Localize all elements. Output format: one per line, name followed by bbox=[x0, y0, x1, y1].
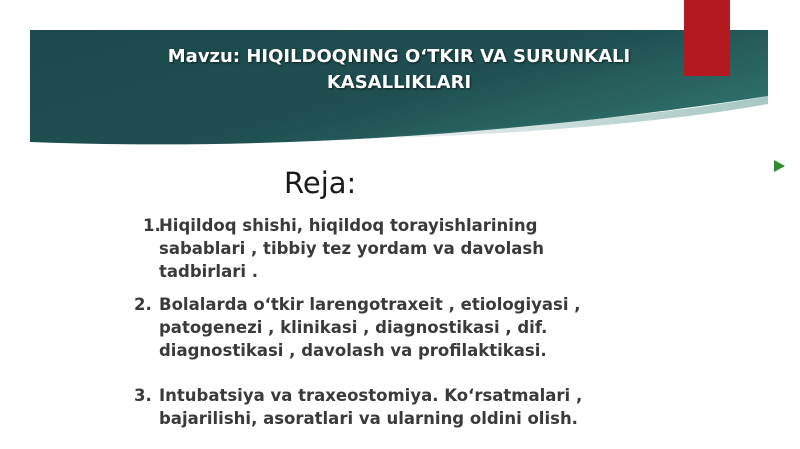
plan-list bbox=[134, 214, 654, 430]
accent-red-tab bbox=[684, 0, 730, 76]
plan-item-number: 1. bbox=[143, 216, 161, 235]
plan-item bbox=[134, 293, 654, 362]
plan-item-line: Hiqildoq shishi, hiqildoq torayishlarining bbox=[159, 216, 538, 235]
page-title bbox=[30, 44, 768, 96]
plan-item-line: sabablari , tibbiy tez yordam va davolash bbox=[159, 239, 544, 258]
plan-item-line: diagnostikasi , davolash va profilaktikasi. bbox=[159, 341, 547, 360]
plan-item bbox=[134, 384, 654, 430]
plan-item-line: Bolalarda o‘tkir larengotraxeit , etiologiyasi , bbox=[159, 295, 581, 314]
plan-heading: Reja: bbox=[284, 166, 357, 200]
plan-item-line: bajarilishi, asoratlari va ularning oldini olish. bbox=[159, 409, 578, 428]
plan-item-number: 2. bbox=[134, 295, 152, 314]
plan-item-line: Intubatsiya va traxeostomiya. Ko‘rsatmalari , bbox=[159, 386, 583, 405]
plan-item-line: patogenezi , klinikasi , diagnostikasi , dif. bbox=[159, 318, 548, 337]
plan-item-line: tadbirlari . bbox=[159, 262, 259, 281]
plan-item-number: 3. bbox=[134, 386, 152, 405]
plan-item bbox=[134, 214, 654, 283]
title-banner bbox=[30, 30, 768, 148]
title-line-1: Mavzu: HIQILDOQNING O‘TKIR VA SURUNKALI bbox=[167, 46, 631, 67]
title-line-2: KASALLIKLARI bbox=[326, 72, 472, 93]
triangle-bullet-icon bbox=[774, 160, 785, 172]
